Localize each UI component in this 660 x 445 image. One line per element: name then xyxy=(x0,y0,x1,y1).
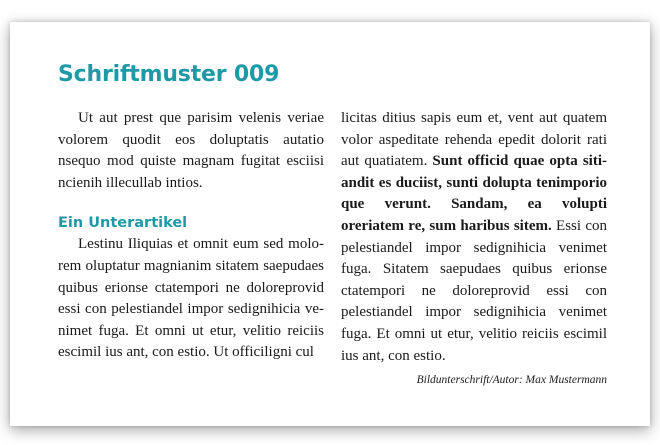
intro-paragraph: Ut aut prest que parisim velenis veriae volorem quodit eos doluptatis autatio nsequo mod quiste magnam fugitat esciisi ncienih illecullab intios. xyxy=(58,110,324,191)
left-column xyxy=(58,108,324,364)
bold-passage: Sunt officid quae opta sitiandit es duciist, sunti dolupta tenimporio que verunt. Sandam, ea volupti oreriatem re, sum haribus sitem. xyxy=(341,153,608,234)
subarticle-heading: Ein Unterartikel xyxy=(58,215,188,232)
continued-text-end: Essi con pelestiandel impor sedignihicia venimet fuga. Sitatem saepudaes quibus erionse ctatempori ne doloreprovid essi con pelestiandel impor sedignihicia venimet fuga. Et omni ut etur, velitio reiciis escimil ius ant, con estio. xyxy=(341,217,607,364)
article-title: Schriftmuster 009 xyxy=(58,62,280,87)
document-page xyxy=(10,22,650,426)
subarticle-paragraph: Lestinu Iliquias et omnit eum sed molorem oluptatur magnianim sitatem saepudaes quibus erionse ctatempori ne doloreprovid essi con pelestiandel impor sedignihicia venimet fuga. Et omni ut etur, velitio reiciis escimil ius ant, con estio. Ut officiligni cul xyxy=(58,236,324,361)
right-column xyxy=(341,108,607,388)
continued-paragraph xyxy=(341,108,607,367)
image-caption: Bildunterschrift/Autor: Max Mustermann xyxy=(416,374,607,387)
continued-text: licitas ditius sapis eum et, vent aut quatem volor aspeditate rehenda epedit dolorit rati aut quatiatem. xyxy=(341,110,607,170)
